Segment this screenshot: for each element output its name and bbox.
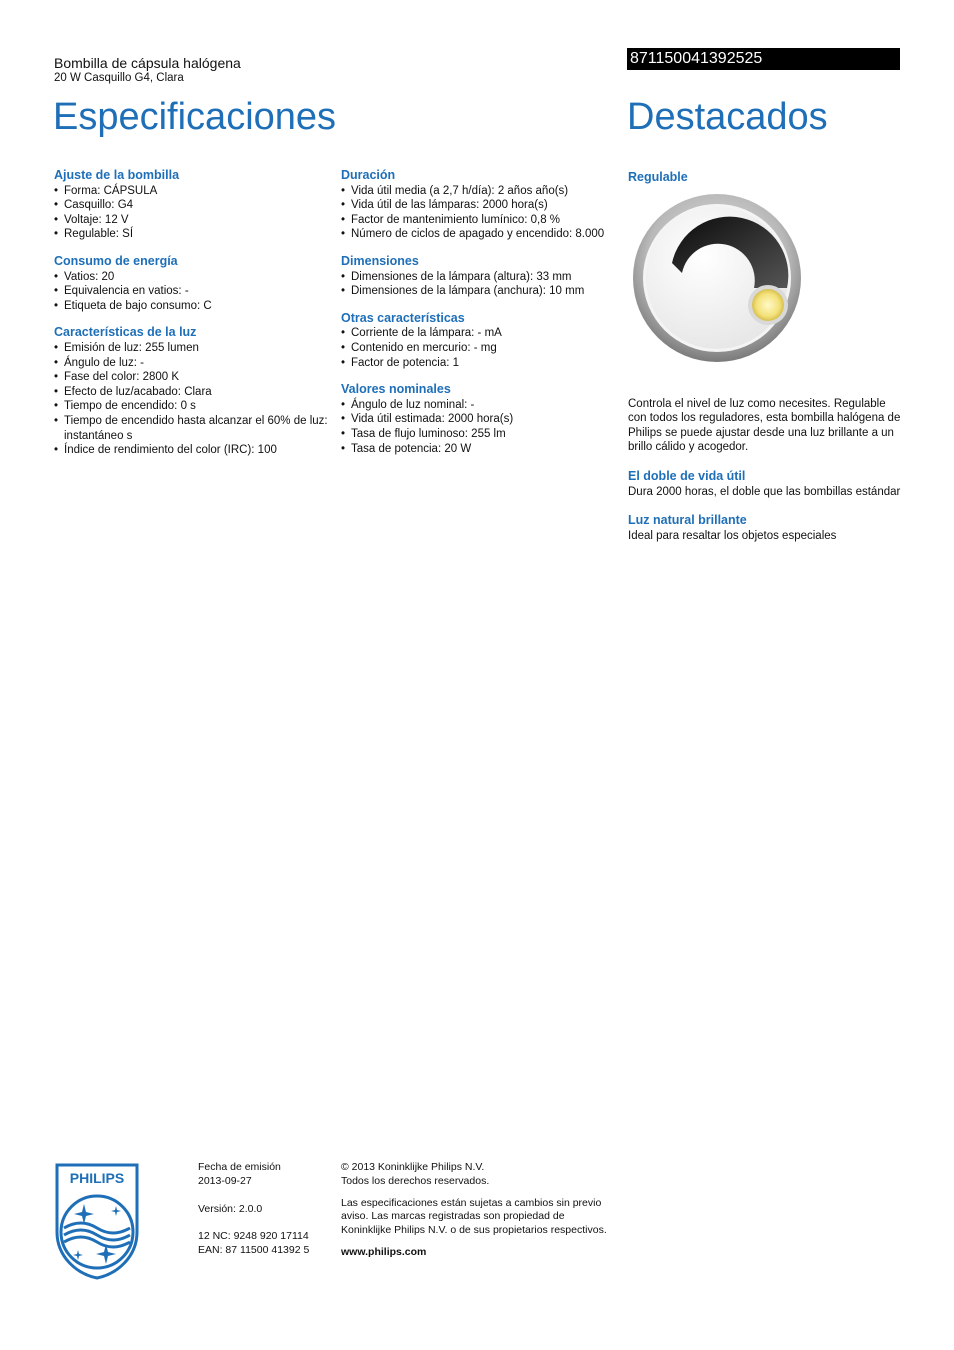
product-subtitle: 20 W Casquillo G4, Clara [54,72,184,84]
spec-item: • Casquillo: G4 [54,198,334,213]
spec-list [54,270,334,314]
version: Versión: 2.0.0 [198,1202,263,1215]
spec-column-2 [341,168,616,468]
footer-meta [198,1161,328,1258]
highlight-title: Regulable [628,170,688,184]
spec-item: • Tasa de potencia: 20 W [341,442,616,457]
spec-section-title: Dimensiones [341,253,419,268]
highlight-text: Dura 2000 horas, el doble que las bombillas estándar [628,485,901,498]
spec-section-title: Ajuste de la bombilla [54,168,180,182]
spec-item: • Factor de mantenimiento lumínico: 0,8 % [341,213,616,228]
spec-list [54,341,334,458]
spec-list [341,398,616,456]
highlights-title: Destacados [627,96,828,138]
highlights-column [628,170,903,557]
spec-item: • Ángulo de luz: - [54,356,334,371]
issue-date: 2013-09-27 [198,1174,252,1187]
spec-item: • Forma: CÁPSULA [54,184,334,199]
spec-section-title: Otras características [341,310,465,325]
spec-item: • Equivalencia en vatios: - [54,284,334,299]
spec-item: • Etiqueta de bajo consumo: C [54,299,334,314]
spec-item: • Corriente de la lámpara: - mA [341,326,616,341]
spec-item: • Dimensiones de la lámpara (altura): 33 mm [341,270,616,285]
spec-section [54,254,334,313]
spec-item: • Tiempo de encendido: 0 s [54,399,334,414]
spec-list [341,326,616,370]
rights: Todos los derechos reservados. [341,1174,490,1187]
spec-list [341,184,616,242]
spec-item: • Efecto de luz/acabado: Clara [54,385,334,400]
spec-section-title: Valores nominales [341,382,451,397]
ean-number: EAN: 87 11500 41392 5 [198,1244,310,1257]
spec-section-title: Características de la luz [54,325,197,340]
spec-section [341,382,616,456]
highlight-title: Luz natural brillante [628,513,747,528]
spec-column-1 [54,168,334,470]
footer-legal [341,1161,616,1260]
disclaimer: Las especificaciones están sujetas a cambios sin previo aviso. Las marcas registradas son propiedad de Koninklijke Philips N.V. o de sus propietarios respectivos. [341,1196,607,1237]
spec-section-title: Consumo de energía [54,253,178,268]
specifications-title: Especificaciones [53,96,337,138]
spec-section-title: Duración [341,168,396,182]
spec-section [341,311,616,370]
spec-section [341,254,616,299]
spec-item: • Fase del color: 2800 K [54,370,334,385]
spec-item: • Emisión de luz: 255 lumen [54,341,334,356]
spec-item: • Contenido en mercurio: - mg [341,341,616,356]
spec-item: • Voltaje: 12 V [54,213,334,228]
spec-item: • Vatios: 20 [54,270,334,285]
product-code: 871150041392525 [627,48,900,70]
spec-section [54,325,334,457]
logo-wordmark: PHILIPS [69,1170,125,1186]
spec-list [341,270,616,299]
spec-item: • Vida útil estimada: 2000 hora(s) [341,412,616,427]
spec-item: • Vida útil media (a 2,7 h/día): 2 años año(s) [341,184,616,199]
spec-section [54,168,334,242]
website-link[interactable]: www.philips.com [341,1245,427,1258]
copyright: © 2013 Koninklijke Philips N.V. [341,1161,485,1173]
spec-item: • Tasa de flujo luminoso: 255 lm [341,427,616,442]
spec-item: • Índice de rendimiento del color (IRC): 100 [54,443,334,458]
spec-item: • Vida útil de las lámparas: 2000 hora(s) [341,198,616,213]
nc-number: 12 NC: 9248 920 17114 [198,1230,309,1243]
spec-item: • Dimensiones de la lámpara (anchura): 10 mm [341,284,616,299]
issue-label: Fecha de emisión [198,1161,281,1173]
highlight-text: Controla el nivel de luz como necesites. Regulable con todos los reguladores, esta bombilla halógena de Philips se puede ajustar desde una luz brillante a un brillo cálido y acogedor. [628,397,901,454]
spec-item: • Regulable: SÍ [54,227,334,242]
philips-logo [54,1162,140,1280]
spec-item: • Factor de potencia: 1 [341,356,616,371]
spec-item: • Tiempo de encendido hasta alcanzar el 60% de luz: instantáneo s [54,414,334,443]
highlight-title: El doble de vida útil [628,468,746,483]
dimmer-icon [632,193,802,363]
highlight-text: Ideal para resaltar los objetos especiales [628,529,837,542]
spec-section [341,168,616,242]
spec-item: • Número de ciclos de apagado y encendido: 8.000 [341,227,616,242]
product-name: Bombilla de cápsula halógena [54,55,241,71]
spec-item: • Ángulo de luz nominal: - [341,398,616,413]
spec-list [54,184,334,242]
